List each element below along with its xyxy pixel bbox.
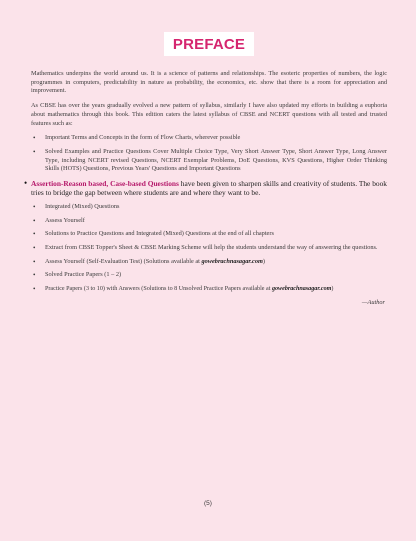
list-item-text: Integrated (Mixed) Questions: [45, 202, 120, 210]
page-number: (5): [204, 500, 212, 507]
website-link[interactable]: gowebrachnasagar.com: [201, 257, 263, 265]
list-item: [31, 258, 387, 267]
highlight-text: Assertion-Reason based, Case-based Questions: [31, 179, 179, 189]
list-item: [31, 217, 387, 226]
website-link[interactable]: gowebrachnasagar.com: [271, 286, 332, 293]
list-item: [31, 285, 387, 294]
author-signature: —Author: [361, 298, 385, 306]
preface-content: [31, 70, 387, 307]
list-item: [31, 271, 387, 280]
list-item-text: Solved Examples and Practice Questions Cover Multiple Choice Type, Very Short Answer Type, Short Answer Type, Long Answer Type, including NCERT revised Questions, NCERT Exemplar Problems, DoE Questions, KVS Questions, Higher Order Thinking Skills (HOTS) Questions, Previous Years' Questions and Important Questions: [45, 147, 387, 173]
list-item-text: Assess Yourself (Self-Evaluation Test) (Solutions available at: [45, 257, 202, 265]
list-item: [31, 203, 387, 212]
features-list: [31, 134, 387, 294]
title-box: [164, 32, 254, 56]
list-item-text: ): [331, 286, 334, 293]
intro-paragraph: Mathematics underpins the world around us. It is a science of patterns and relationships. The esoteric properties of numbers, the logic programmes in computers, predictability in nature as probability, the economics, etc. show that there is a room for appreciation and improvement.: [31, 70, 387, 95]
list-item: [31, 244, 387, 253]
list-item-text: Extract from CBSE Topper's Sheet & CBSE Marking Scheme will help the students understand the way of answering the questions.: [45, 243, 378, 251]
syllabus-paragraph: As CBSE has over the years gradually evolved a new pattern of syllabus, similarly I have also updated my efforts in building a euphoria about mathematics through this book. This edition caters the latest syllabus of CBSE and NCERT questions with all tested and trusted features such as:: [31, 102, 387, 127]
list-item-text: Practice Papers (3 to 10) with Answers (Solutions to 8 Unsolved Practice Papers available at: [45, 286, 272, 293]
list-item: [31, 230, 387, 239]
list-item-highlight: [23, 179, 387, 198]
list-item-text: ): [262, 257, 266, 265]
page-title: PREFACE: [172, 35, 246, 53]
list-item-text: have been given to sharpen skills and creativity of students. The book tries to bridge the gap between where students are and where they want to be.: [31, 179, 387, 198]
list-item: [31, 134, 387, 143]
list-item: [31, 148, 387, 174]
list-item-text: Important Terms and Concepts in the form of Flow Charts, wherever possible: [45, 134, 241, 142]
list-item-text: Assess Yourself: [45, 216, 85, 224]
list-item-text: Solutions to Practice Questions and Integrated (Mixed) Questions at the end of all chapters: [45, 230, 274, 238]
list-item-text: Solved Practice Papers (1 – 2): [45, 271, 122, 279]
